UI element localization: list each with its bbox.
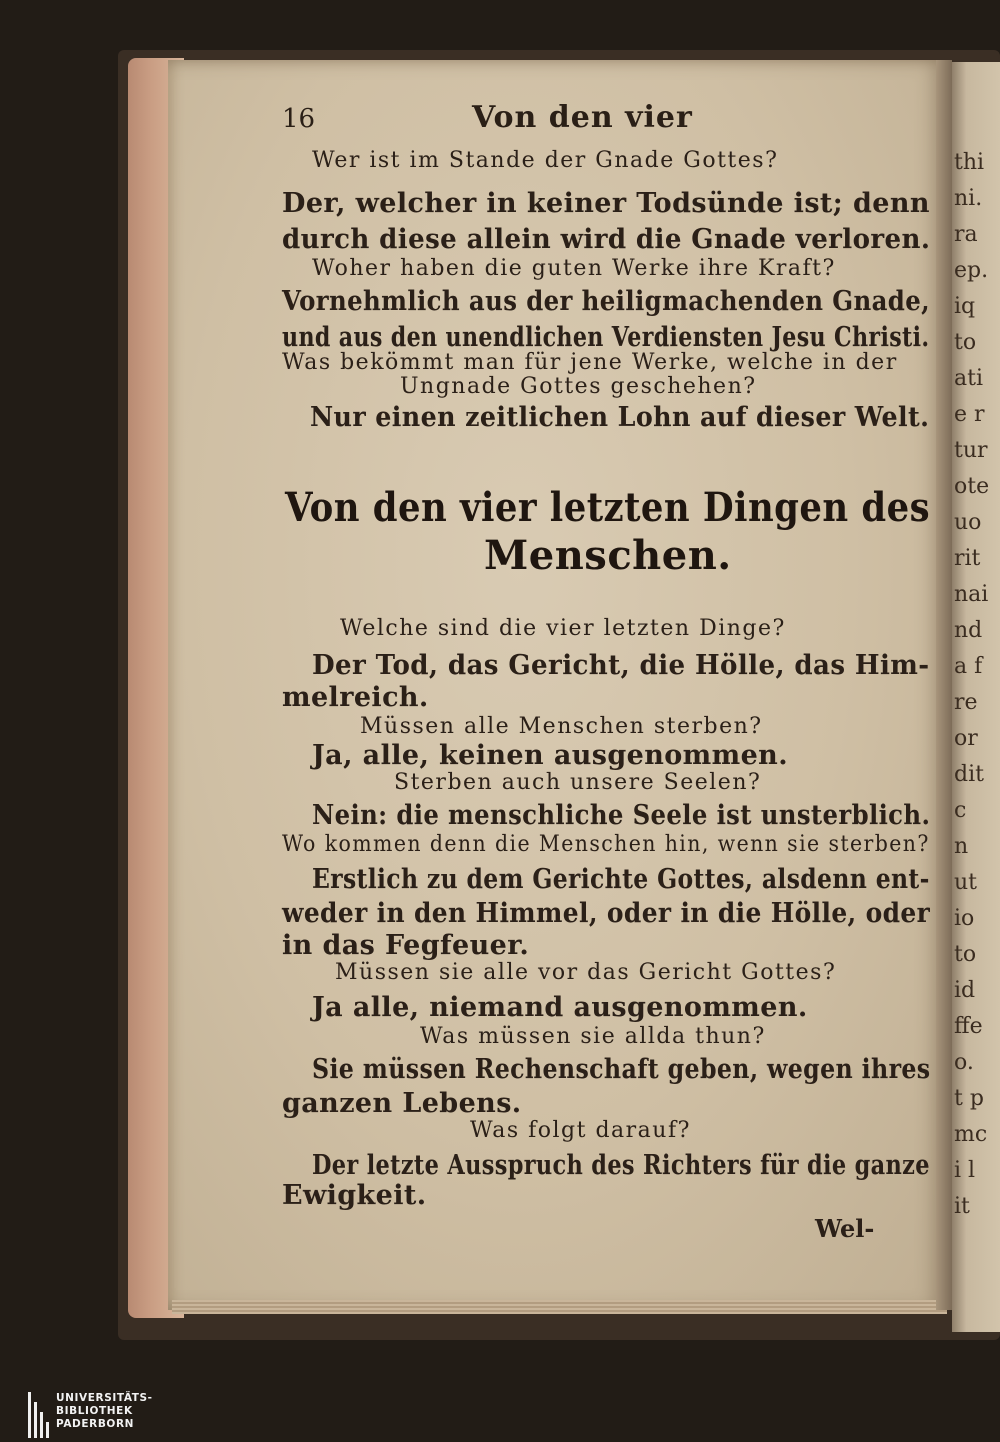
page-header [282,100,897,142]
adjacent-page-fragment: mc [954,1122,988,1147]
answer-line: Der Tod, das Gericht, die Hölle, das Him- [312,650,930,681]
question-line: Müssen sie alle vor das Gericht Gottes? [335,960,837,985]
question-line: Was bekömmt man für jene Werke, welche in der [282,350,898,375]
adjacent-page-fragment: ote [954,474,990,499]
adjacent-page-fragment: or [954,726,978,751]
section-heading-line-2: Menschen. [484,532,732,579]
question-line: Müssen alle Menschen sterben? [360,714,763,739]
adjacent-page-fragment: c [954,798,967,823]
adjacent-page-strip [952,62,1000,1332]
adjacent-page-fragment: ra [954,222,978,247]
answer-line: Ewigkeit. [282,1180,427,1211]
adjacent-page-fragment: io [954,906,975,931]
answer-line: durch diese allein wird die Gnade verloren. [282,224,931,255]
answer-line: Der letzte Ausspruch des Richters für die ganze [312,1150,930,1181]
answer-line: ganzen Lebens. [282,1088,522,1119]
answer-line: in das Fegfeuer. [282,930,530,961]
question-line: Wer ist im Stande der Gnade Gottes? [312,148,779,173]
answer-line: melreich. [282,682,429,713]
page-text [282,100,897,142]
catchword: Wel- [815,1214,875,1243]
answer-line: Der, welcher in keiner Todsünde ist; denn [282,188,930,219]
adjacent-page-fragment: ep. [954,258,989,283]
question-line: Welche sind die vier letzten Dinge? [340,616,786,641]
library-name-line-2: BIBLIOTHEK [56,1405,133,1417]
question-line: Wo kommen denn die Menschen hin, wenn sie sterben? [282,832,930,857]
running-head: Von den vier [472,100,693,135]
adjacent-page-fragment: a f [954,654,983,679]
page-number: 16 [282,104,316,134]
adjacent-page-fragment: to [954,942,977,967]
adjacent-page-fragment: nd [954,618,983,643]
adjacent-page-fragment: uo [954,510,982,535]
adjacent-page-fragment: to [954,330,977,355]
question-line: Ungnade Gottes geschehen? [400,374,757,399]
adjacent-page-fragment: ni. [954,186,983,211]
answer-line: Sie müssen Rechenschaft geben, wegen ihres [312,1054,931,1085]
question-line: Was folgt darauf? [470,1118,691,1143]
question-line: Sterben auch unsere Seelen? [394,770,762,795]
adjacent-page-fragment: rit [954,546,981,571]
answer-line: Nein: die menschliche Seele ist unsterblich. [312,800,931,831]
adjacent-page-fragment: thi [954,150,985,175]
library-logo-icon [28,1392,52,1438]
question-line: Woher haben die guten Werke ihre Kraft? [312,256,836,281]
adjacent-page-fragment: i l [954,1158,976,1183]
adjacent-page-fragment: e r [954,402,985,427]
section-heading-line-1: Von den vier letzten Dingen des [285,484,930,531]
adjacent-page-fragment: t p [954,1086,984,1111]
adjacent-page-fragment: iq [954,294,976,319]
question-line: Was müssen sie allda thun? [420,1024,766,1049]
adjacent-page-fragment: ut [954,870,978,895]
answer-line: Erstlich zu dem Gerichte Gottes, alsdenn ent- [312,864,930,895]
adjacent-page-fragment: re [954,690,978,715]
page-edges [172,1300,947,1314]
adjacent-page-fragment: dit [954,762,984,787]
adjacent-page-fragment: tur [954,438,988,463]
answer-line: Ja, alle, keinen ausgenommen. [312,740,789,771]
adjacent-page-fragment: nai [954,582,989,607]
answer-line: Nur einen zeitlichen Lohn auf dieser Welt. [310,402,930,433]
library-name-line-1: UNIVERSITÄTS- [56,1392,153,1404]
library-name-line-3: PADERBORN [56,1418,135,1430]
answer-line: und aus den unendlichen Verdiensten Jesu Christi. [282,322,930,353]
answer-line: Ja alle, niemand ausgenommen. [312,992,808,1023]
book-gutter [936,60,952,1310]
adjacent-page-fragment: n [954,834,969,859]
answer-line: Vornehmlich aus der heiligmachenden Gnade, [282,286,931,317]
adjacent-page-fragment: o. [954,1050,974,1075]
answer-line: weder in den Himmel, oder in die Hölle, oder [282,898,931,929]
adjacent-page-fragment: id [954,978,976,1003]
adjacent-page-fragment: ffe [954,1014,983,1039]
adjacent-page-fragment: ati [954,366,983,391]
adjacent-page-fragment: it [954,1194,970,1219]
